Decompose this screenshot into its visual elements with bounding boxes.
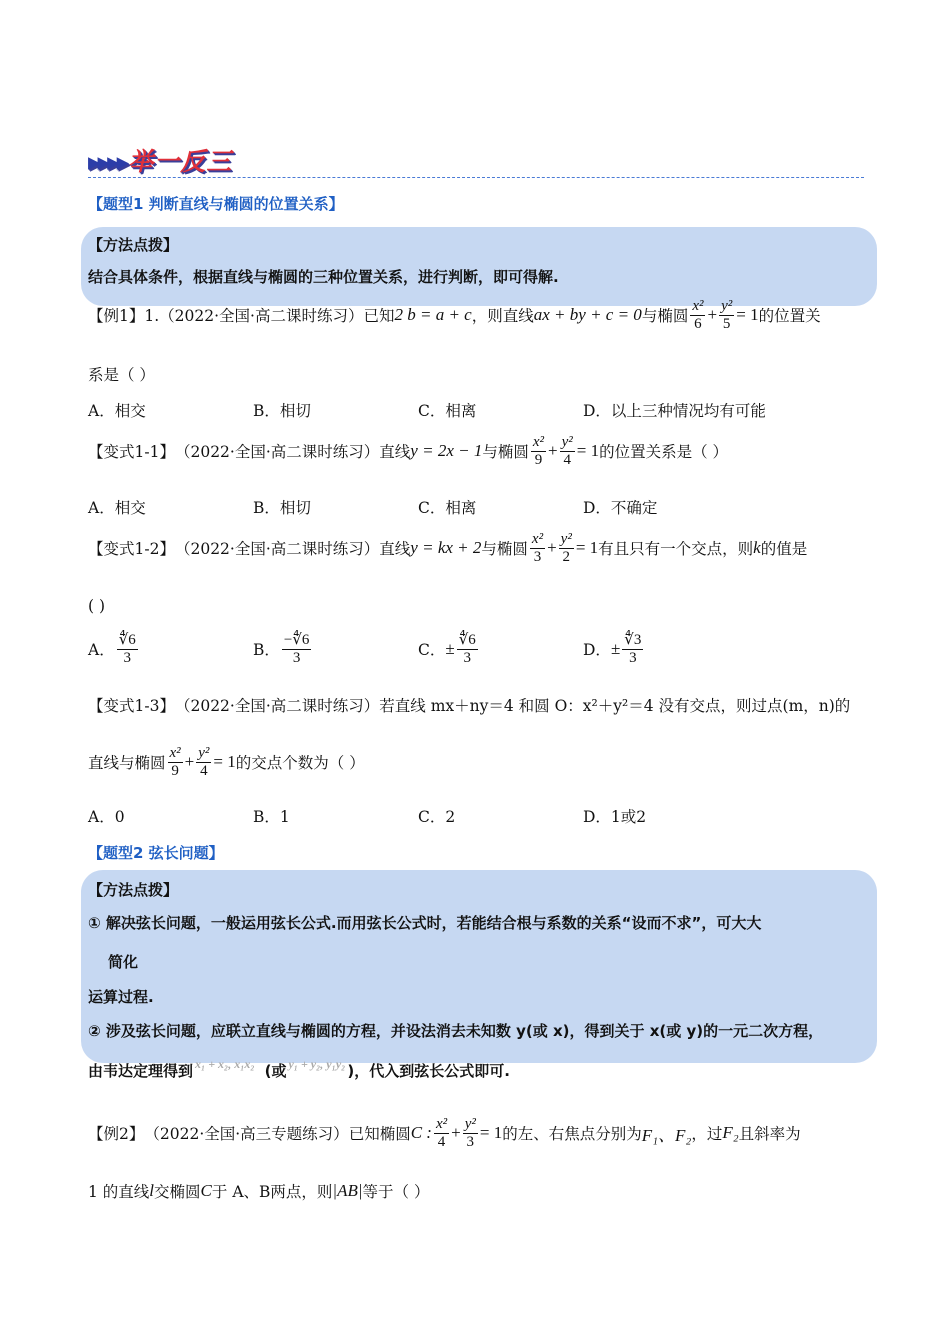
v13-frac-x: $\frac{\text{x²}}{9}$ [169,745,181,779]
equals-one: = 1 [479,1123,503,1142]
ex2-ellipse-c: C : [410,1123,432,1142]
v13-frac-y: $\frac{\text{y²}}{4}$ [198,745,210,779]
ex2-text: 1 的直线 [88,1183,150,1201]
v13-source: （2022·全国·高二课时练习） [174,697,380,715]
plus-sign: + [707,305,718,324]
v12-source: （2022·全国·高二课时练习） [174,540,380,558]
v13-text: 的交点个数为（ ） [235,754,365,772]
ex1-source: （2022·全国·高二课时练习） [159,307,364,325]
ex2-text: 等于（ ） [362,1183,430,1201]
v11-text: 直线 [379,443,411,461]
v11-option-b[interactable]: B．相切 [253,499,311,517]
ex1-option-c[interactable]: C．相离 [418,402,477,420]
v12-text: 有且只有一个交点，则 [598,540,754,558]
v13-text: 若直线 mx＋ny＝4 和圆 O：x²＋y²＝4 没有交点，则过点(m，n)的 [379,697,851,715]
ex1-text: ，则直线 [471,307,534,325]
ex2-line [88,1116,801,1150]
v13-option-a[interactable]: A．0 [88,808,125,826]
v13-option-d[interactable]: D．1或2 [583,808,647,826]
v13-option-b[interactable]: B．1 [253,808,290,826]
type2-method-p2b [88,1057,510,1081]
plus-minus: ± [610,639,621,658]
type2-title: 【题型2 弦长问题】 [88,844,224,862]
ex1-frac-y: $\frac{\text{y²}}{5}$ [721,298,733,332]
ex1-condition: 2 b = a + c [394,305,472,324]
plus-sign: + [184,752,195,771]
v11-frac-x: $\frac{\text{x²}}{9}$ [532,434,545,468]
v12-line-eq: y = kx + 2 [410,538,482,557]
option-letter: A． [88,641,115,659]
plus-sign: + [548,441,558,460]
v12-frac-x: $\frac{\text{x²}}{3}$ [531,531,544,565]
ex2-text: 已知椭圆 [348,1125,411,1143]
p2-text: (或 [264,1062,287,1080]
type2-method-p1b: 简化 [108,953,139,971]
p2-text: )，代入到弦长公式即可. [347,1062,510,1080]
ex1-line-eq: ax + by + c = 0 [533,305,642,324]
equals-one: = 1 [213,752,236,771]
ex2-f2: F₂ [722,1123,739,1142]
v12-line [88,531,807,565]
v12-label: 【变式1-2】 [88,540,175,558]
ex2-line-2 [88,1180,429,1202]
v13-label: 【变式1-3】 [88,697,175,715]
v11-option-d[interactable]: D．不确定 [583,499,658,517]
v12-option-c-frac: $\frac{∜6}{3}$ [458,632,476,666]
v11-line [88,434,728,468]
banner-title: 举一反三 [128,147,233,176]
ex1-option-b[interactable]: B．相切 [253,402,311,420]
v11-label: 【变式1-1】 [88,443,175,461]
type1-method-text: 结合具体条件，根据直线与椭圆的三种位置关系，进行判断，即可得解. [88,268,559,286]
v11-option-c[interactable]: C．相离 [418,499,477,517]
p2-text: 由韦达定理得到 [88,1062,194,1080]
ex2-foci: F₁、F₂ [641,1125,692,1145]
ex2-frac-y: $\frac{\text{y²}}{3}$ [464,1116,476,1150]
v11-option-a[interactable]: A．相交 [88,499,146,517]
v12-text: 直线 [379,540,411,558]
ex1-line [88,298,821,332]
vieta-sum-x: x₁ + x₂, x₁x₂ [195,1057,255,1071]
ex2-line-l: l [149,1181,155,1200]
v12-option-d[interactable] [583,632,645,666]
ex1-text: 的位置关 [758,307,821,325]
ex2-label: 【例2】 [88,1125,145,1143]
equals-one: = 1 [575,538,599,557]
v12-option-b-frac: $\frac{-∜6}{3}$ [283,632,310,666]
type2-method-p2a: ② 涉及弦长问题，应联立直线与椭圆的方程，并设法消去未知数 y(或 x)，得到关于 x(或 y)的一元二次方程， [88,1022,824,1040]
ex2-ellipse-c2: C [200,1181,212,1200]
ex1-option-a[interactable]: A．相交 [88,402,146,420]
plus-sign: + [451,1123,461,1142]
type2-method-p1c: 运算过程. [88,988,154,1006]
v12-option-d-frac: $\frac{∜3}{3}$ [624,632,642,666]
equals-one: = 1 [576,441,600,460]
plus-minus: ± [445,639,455,658]
ex2-text: ，过 [691,1125,723,1143]
equals-one: = 1 [736,305,759,324]
ex1-text: 已知 [363,307,395,325]
v11-line-eq: y = 2x − 1 [410,441,483,460]
ex2-text: 交椭圆 [154,1183,201,1201]
type1-title: 【题型1 判断直线与椭圆的位置关系】 [88,195,344,213]
ex1-text: 与椭圆 [641,307,689,325]
v13-option-c[interactable]: C．2 [418,808,456,826]
ex2-text: 的左、右焦点分别为 [502,1125,642,1143]
ex2-frac-x: $\frac{\text{x²}}{4}$ [435,1116,448,1150]
v13-text: 直线与椭圆 [88,754,166,772]
v12-option-a-frac: $\frac{∜6}{3}$ [118,632,136,666]
plus-sign: + [547,538,557,557]
v12-paren: ( ) [88,597,106,615]
banner-arrows-icon: ▸▸▸▸ [88,147,127,176]
ex1-frac-x: $\frac{\text{x²}}{6}$ [692,298,704,332]
option-letter: C． [418,641,446,659]
v13-line-2 [88,745,365,779]
v11-frac-y: $\frac{\text{y²}}{4}$ [561,434,573,468]
ex1-option-d[interactable]: D．以上三种情况均有可能 [583,402,766,420]
v12-frac-y: $\frac{\text{y²}}{2}$ [560,531,572,565]
vieta-sum-y: y₁ + y₂, y₁y₂ [288,1057,346,1071]
v12-text: 与椭圆 [481,540,528,558]
ex2-source: （2022·全国·高三专题练习） [144,1125,349,1143]
v11-text: 的位置关系是（ ） [599,443,729,461]
banner-divider [88,177,864,178]
v12-option-a[interactable] [88,632,140,666]
v12-option-b[interactable] [253,632,313,666]
ex1-label: 【例1】1. [88,307,160,325]
type1-method-title: 【方法点拨】 [88,236,179,254]
option-letter: B． [253,641,280,659]
ex1-line-2: 系是（ ） [88,366,155,384]
option-letter: D． [583,641,611,659]
v13-line [88,694,850,716]
section-banner [88,142,232,178]
v12-k: k [753,538,761,557]
ex2-ab-length: |AB| [332,1181,363,1200]
type2-method-title: 【方法点拨】 [88,881,179,899]
v11-source: （2022·全国·高二课时练习） [174,443,380,461]
v12-option-c[interactable] [418,632,480,666]
ex2-text: 且斜率为 [738,1125,801,1143]
v11-text: 与椭圆 [482,443,529,461]
v12-text: 的值是 [760,540,808,558]
ex2-text: 于 A、B两点，则 [211,1183,333,1201]
type2-method-p1a: ① 解决弦长问题，一般运用弦长公式.而用弦长公式时，若能结合根与系数的关系“设而不求”，可大大 [88,914,762,932]
